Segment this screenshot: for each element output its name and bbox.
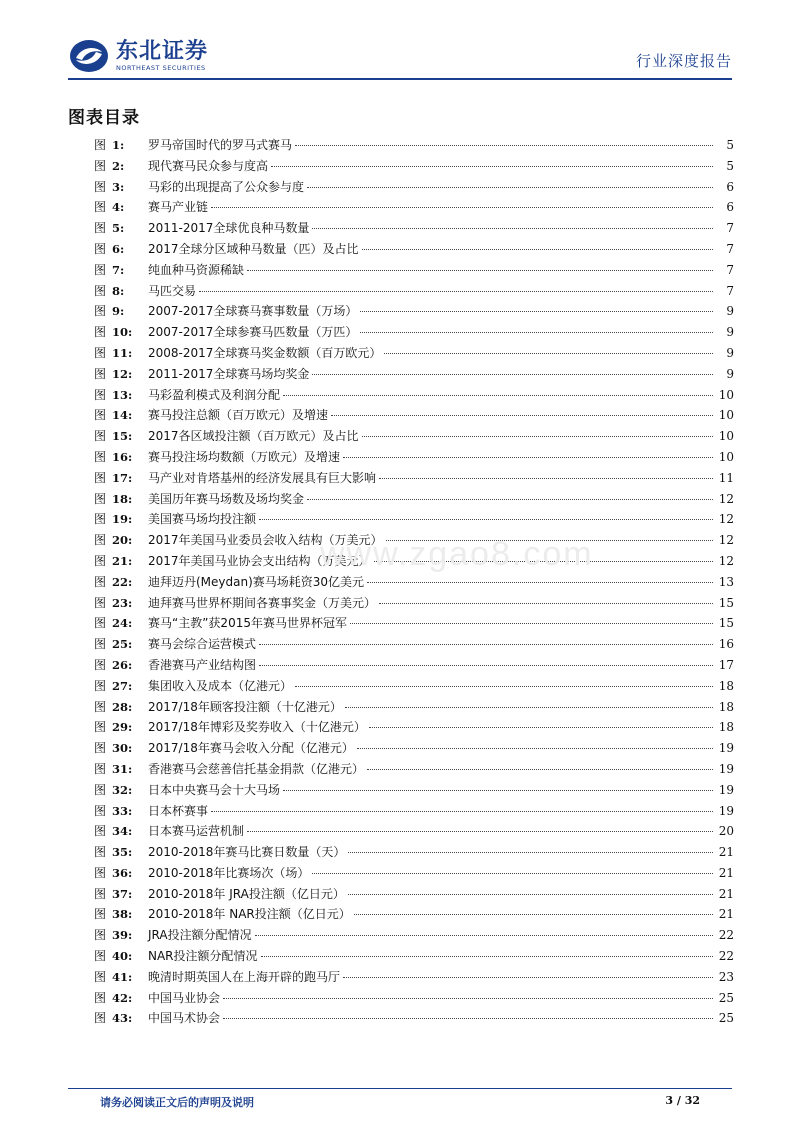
toc-leader-dots xyxy=(295,145,713,146)
toc-page-number: 25 xyxy=(718,990,734,1005)
toc-figure-title: 日本中央赛马会十大马场 xyxy=(148,782,281,797)
toc-figure-label: 图 xyxy=(94,969,107,984)
toc-page-number: 19 xyxy=(718,782,734,797)
toc-figure-label: 图 xyxy=(94,657,107,672)
toc-page-number: 10 xyxy=(718,449,734,464)
toc-figure-label: 图 xyxy=(94,616,107,631)
toc-figure-label: 图 xyxy=(94,824,107,839)
toc-entry[interactable] xyxy=(94,386,734,407)
toc-figure-title: 迪拜赛马世界杯期间各赛事奖金（万美元） xyxy=(148,595,377,610)
toc-figure-label: 图 xyxy=(94,158,107,173)
toc-entry[interactable] xyxy=(94,323,734,344)
toc-leader-dots xyxy=(367,582,713,583)
toc-figure-title: 2007-2017全球赛马赛事数量（万场） xyxy=(148,304,358,319)
toc-figure-label: 图 xyxy=(94,138,107,152)
toc-figure-label: 图 xyxy=(94,283,107,298)
toc-figure-number: 12: xyxy=(112,366,133,381)
toc-figure-title: 赛马投注场均数额（万欧元）及增速 xyxy=(148,449,341,464)
toc-leader-dots xyxy=(312,374,713,375)
toc-figure-title: 现代赛马民众参与度高 xyxy=(148,158,269,173)
toc-figure-label: 图 xyxy=(94,387,107,402)
toc-page-number: 17 xyxy=(718,657,734,672)
toc-leader-dots xyxy=(362,249,713,250)
toc-figure-label: 图 xyxy=(94,803,107,818)
toc-figure-number: 32: xyxy=(112,782,133,797)
toc-figure-title: 2010-2018年 NAR投注额（亿日元） xyxy=(148,907,351,922)
toc-figure-label: 图 xyxy=(94,200,107,215)
toc-figure-label: 图 xyxy=(94,886,107,901)
toc-entry[interactable] xyxy=(94,739,734,760)
toc-entry[interactable] xyxy=(94,926,734,947)
toc-entry[interactable] xyxy=(94,885,734,906)
toc-page-number: 21 xyxy=(718,886,734,901)
toc-figure-number: 33: xyxy=(112,803,133,818)
toc-figure-label: 图 xyxy=(94,699,107,714)
toc-figure-title: 2017/18年博彩及奖券收入（十亿港元） xyxy=(148,720,366,735)
toc-entry[interactable] xyxy=(94,240,734,261)
toc-leader-dots xyxy=(384,353,713,354)
toc-figure-number: 11: xyxy=(112,345,133,360)
toc-leader-dots xyxy=(199,291,713,292)
toc-leader-dots xyxy=(360,332,713,333)
toc-figure-title: 美国历年赛马场数及场均奖金 xyxy=(148,491,305,506)
toc-figure-title: 2017全球分区域种马数量（匹）及占比 xyxy=(148,241,359,256)
toc-leader-dots xyxy=(223,998,713,999)
toc-page-number: 19 xyxy=(718,741,734,756)
toc-figure-number: 6: xyxy=(112,241,125,256)
toc-page-number: 5 xyxy=(726,158,734,173)
toc-entry[interactable] xyxy=(94,781,734,802)
toc-figure-title: 香港赛马会慈善信托基金捐款（亿港元） xyxy=(148,761,365,776)
toc-figure-number: 19: xyxy=(112,512,133,527)
toc-figure-label: 图 xyxy=(94,262,107,277)
toc-page-number: 9 xyxy=(726,325,734,340)
toc-figure-title: 2017/18年顾客投注额（十亿港元） xyxy=(148,699,342,714)
toc-entry[interactable] xyxy=(94,947,734,968)
toc-page-number: 19 xyxy=(718,761,734,776)
toc-leader-dots xyxy=(348,894,713,895)
toc-leader-dots xyxy=(261,956,713,957)
toc-entry[interactable] xyxy=(94,157,734,178)
toc-figure-title: 日本赛马运营机制 xyxy=(148,824,245,839)
toc-figure-number: 23: xyxy=(112,595,133,610)
toc-figure-number: 31: xyxy=(112,761,133,776)
toc-figure-label: 图 xyxy=(94,928,107,943)
toc-page-number: 5 xyxy=(726,138,734,152)
toc-page-number: 20 xyxy=(718,824,734,839)
toc-page-number: 18 xyxy=(718,720,734,735)
toc-page-number: 23 xyxy=(718,969,734,984)
toc-figure-number: 16: xyxy=(112,449,133,464)
figure-toc-list xyxy=(94,136,734,1030)
toc-figure-number: 30: xyxy=(112,741,133,756)
logo-chinese-name: 东北证券 xyxy=(116,38,209,64)
toc-page-number: 21 xyxy=(718,845,734,860)
toc-figure-label: 图 xyxy=(94,595,107,610)
toc-entry[interactable] xyxy=(94,302,734,323)
toc-leader-dots xyxy=(307,499,713,500)
toc-figure-label: 图 xyxy=(94,761,107,776)
toc-entry[interactable] xyxy=(94,822,734,843)
toc-figure-title: 2010-2018年赛马比赛日数量（天） xyxy=(148,845,346,860)
toc-leader-dots xyxy=(343,457,713,458)
toc-page-number: 11 xyxy=(718,470,734,485)
toc-figure-label: 图 xyxy=(94,678,107,693)
toc-figure-label: 图 xyxy=(94,345,107,360)
toc-page-number: 7 xyxy=(726,241,734,256)
toc-figure-title: 赛马投注总额（百万欧元）及增速 xyxy=(148,408,329,423)
toc-figure-label: 图 xyxy=(94,241,107,256)
toc-page-number: 21 xyxy=(718,865,734,880)
toc-figure-title: 晚清时期英国人在上海开辟的跑马厅 xyxy=(148,969,341,984)
toc-entry[interactable] xyxy=(94,718,734,739)
toc-figure-title: 2007-2017全球参赛马匹数量（万匹） xyxy=(148,325,358,340)
toc-page-number: 6 xyxy=(726,200,734,215)
toc-page-number: 10 xyxy=(718,429,734,444)
toc-entry[interactable] xyxy=(94,968,734,989)
company-logo xyxy=(68,36,208,76)
toc-figure-number: 41: xyxy=(112,969,133,984)
toc-figure-number: 21: xyxy=(112,553,133,568)
toc-leader-dots xyxy=(307,187,713,188)
toc-page-number: 16 xyxy=(718,637,734,652)
toc-entry[interactable] xyxy=(94,490,734,511)
toc-figure-label: 图 xyxy=(94,366,107,381)
toc-leader-dots xyxy=(259,519,713,520)
toc-leader-dots xyxy=(362,436,713,437)
toc-leader-dots xyxy=(379,478,713,479)
toc-figure-title: 迪拜迈丹(Meydan)赛马场耗资30亿美元 xyxy=(148,574,365,589)
toc-figure-number: 39: xyxy=(112,928,133,943)
toc-leader-dots xyxy=(312,228,713,229)
toc-entry[interactable] xyxy=(94,989,734,1010)
toc-figure-title: 赛马会综合运营模式 xyxy=(148,637,257,652)
toc-figure-label: 图 xyxy=(94,637,107,652)
toc-page-number: 9 xyxy=(726,345,734,360)
toc-page-number: 6 xyxy=(726,179,734,194)
page-indicator: 3 / 32 xyxy=(665,1094,700,1107)
toc-page-number: 25 xyxy=(718,1011,734,1026)
toc-leader-dots xyxy=(345,707,713,708)
toc-leader-dots xyxy=(255,935,713,936)
toc-entry[interactable] xyxy=(94,594,734,615)
toc-figure-label: 图 xyxy=(94,949,107,964)
toc-figure-number: 37: xyxy=(112,886,133,901)
toc-figure-title: 赛马产业链 xyxy=(148,200,209,215)
header-divider xyxy=(68,78,732,80)
footer-disclaimer: 请务必阅读正文后的声明及说明 xyxy=(100,1096,254,1109)
toc-figure-title: NAR投注额分配情况 xyxy=(148,949,258,964)
toc-entry[interactable] xyxy=(94,448,734,469)
toc-figure-number: 18: xyxy=(112,491,133,506)
toc-figure-title: 日本杯赛事 xyxy=(148,803,209,818)
toc-leader-dots xyxy=(331,415,713,416)
toc-figure-label: 图 xyxy=(94,429,107,444)
toc-figure-number: 1: xyxy=(112,138,125,152)
toc-entry[interactable] xyxy=(94,1009,734,1030)
report-type-label: 行业深度报告 xyxy=(635,52,732,70)
toc-entry[interactable] xyxy=(94,760,734,781)
toc-page-number: 7 xyxy=(726,283,734,298)
toc-leader-dots xyxy=(223,1018,713,1019)
toc-figure-number: 36: xyxy=(112,865,133,880)
toc-page-number: 18 xyxy=(718,678,734,693)
toc-figure-number: 26: xyxy=(112,657,133,672)
toc-figure-label: 图 xyxy=(94,470,107,485)
toc-page-number: 22 xyxy=(718,949,734,964)
toc-leader-dots xyxy=(379,603,713,604)
toc-figure-title: 2010-2018年 JRA投注额（亿日元） xyxy=(148,886,345,901)
toc-figure-label: 图 xyxy=(94,512,107,527)
toc-page-number: 19 xyxy=(718,803,734,818)
toc-entry[interactable] xyxy=(94,573,734,594)
toc-figure-label: 图 xyxy=(94,990,107,1005)
logo-icon xyxy=(68,38,110,74)
toc-entry[interactable] xyxy=(94,656,734,677)
toc-entry[interactable] xyxy=(94,905,734,926)
toc-figure-number: 40: xyxy=(112,949,133,964)
watermark: www.zgao8.com xyxy=(320,535,594,573)
toc-figure-title: 2010-2018年比赛场次（场） xyxy=(148,865,310,880)
toc-figure-number: 17: xyxy=(112,470,133,485)
toc-figure-label: 图 xyxy=(94,574,107,589)
toc-figure-title: 2011-2017全球赛马场均奖金 xyxy=(148,366,310,381)
logo-english-name: NORTHEAST SECURITIES xyxy=(116,63,206,72)
toc-figure-label: 图 xyxy=(94,304,107,319)
toc-leader-dots xyxy=(211,811,713,812)
toc-figure-number: 29: xyxy=(112,720,133,735)
toc-leader-dots xyxy=(354,914,713,915)
toc-leader-dots xyxy=(283,395,713,396)
toc-figure-number: 20: xyxy=(112,533,133,548)
toc-figure-label: 图 xyxy=(94,179,107,194)
toc-page-number: 15 xyxy=(718,616,734,631)
toc-page-number: 10 xyxy=(718,387,734,402)
toc-entry[interactable] xyxy=(94,261,734,282)
toc-figure-title: 2017年美国马业协会支出结构（万美元） xyxy=(148,553,371,568)
toc-figure-title: 纯血种马资源稀缺 xyxy=(148,262,245,277)
footer-divider xyxy=(68,1088,732,1089)
toc-figure-title: 赛马“主教”获2015年赛马世界杯冠军 xyxy=(148,616,347,631)
toc-figure-title: 中国马术协会 xyxy=(148,1011,221,1026)
toc-entry[interactable] xyxy=(94,406,734,427)
toc-entry[interactable] xyxy=(94,427,734,448)
toc-figure-title: 马彩的出现提高了公众参与度 xyxy=(148,179,305,194)
page-header xyxy=(68,36,732,76)
toc-leader-dots xyxy=(348,852,713,853)
toc-entry[interactable] xyxy=(94,136,734,157)
toc-figure-number: 25: xyxy=(112,637,133,652)
toc-figure-number: 42: xyxy=(112,990,133,1005)
toc-leader-dots xyxy=(357,748,713,749)
toc-figure-label: 图 xyxy=(94,907,107,922)
toc-leader-dots xyxy=(367,769,713,770)
toc-leader-dots xyxy=(312,873,713,874)
toc-title: 图表目录 xyxy=(68,108,140,128)
toc-figure-label: 图 xyxy=(94,741,107,756)
toc-page-number: 12 xyxy=(718,512,734,527)
toc-entry[interactable] xyxy=(94,635,734,656)
toc-figure-title: 2017/18年赛马会收入分配（亿港元） xyxy=(148,741,354,756)
toc-figure-number: 15: xyxy=(112,429,133,444)
toc-figure-number: 28: xyxy=(112,699,133,714)
toc-figure-title: 香港赛马产业结构图 xyxy=(148,657,257,672)
toc-page-number: 22 xyxy=(718,928,734,943)
toc-figure-number: 43: xyxy=(112,1011,133,1026)
toc-figure-label: 图 xyxy=(94,865,107,880)
toc-page-number: 9 xyxy=(726,366,734,381)
toc-figure-number: 4: xyxy=(112,200,125,215)
toc-figure-title: 马彩盈利模式及利润分配 xyxy=(148,387,281,402)
toc-page-number: 18 xyxy=(718,699,734,714)
toc-entry[interactable] xyxy=(94,469,734,490)
toc-figure-title: 中国马业协会 xyxy=(148,990,221,1005)
toc-figure-number: 13: xyxy=(112,387,133,402)
toc-figure-label: 图 xyxy=(94,449,107,464)
toc-page-number: 9 xyxy=(726,304,734,319)
toc-figure-title: 集团收入及成本（亿港元） xyxy=(148,678,293,693)
toc-entry[interactable] xyxy=(94,677,734,698)
toc-entry[interactable] xyxy=(94,344,734,365)
toc-entry[interactable] xyxy=(94,614,734,635)
toc-figure-number: 35: xyxy=(112,845,133,860)
toc-figure-number: 10: xyxy=(112,325,133,340)
toc-figure-label: 图 xyxy=(94,845,107,860)
toc-figure-label: 图 xyxy=(94,782,107,797)
toc-figure-number: 14: xyxy=(112,408,133,423)
toc-figure-title: 罗马帝国时代的罗马式赛马 xyxy=(148,138,293,152)
toc-leader-dots xyxy=(247,270,713,271)
toc-entry[interactable] xyxy=(94,843,734,864)
toc-leader-dots xyxy=(211,207,713,208)
toc-figure-title: 美国赛马场均投注额 xyxy=(148,512,257,527)
toc-figure-label: 图 xyxy=(94,533,107,548)
toc-figure-number: 7: xyxy=(112,262,125,277)
toc-page-number: 12 xyxy=(718,553,734,568)
toc-figure-title: JRA投注额分配情况 xyxy=(148,928,252,943)
toc-entry[interactable] xyxy=(94,864,734,885)
toc-entry[interactable] xyxy=(94,219,734,240)
toc-figure-label: 图 xyxy=(94,553,107,568)
toc-figure-title: 马匹交易 xyxy=(148,283,197,298)
toc-figure-number: 27: xyxy=(112,678,133,693)
toc-figure-label: 图 xyxy=(94,491,107,506)
toc-page-number: 15 xyxy=(718,595,734,610)
toc-leader-dots xyxy=(259,644,713,645)
toc-figure-title: 2008-2017全球赛马奖金数额（百万欧元） xyxy=(148,345,382,360)
toc-figure-number: 9: xyxy=(112,304,125,319)
toc-figure-number: 34: xyxy=(112,824,133,839)
toc-page-number: 7 xyxy=(726,262,734,277)
toc-figure-number: 2: xyxy=(112,158,125,173)
toc-leader-dots xyxy=(360,311,713,312)
toc-page-number: 21 xyxy=(718,907,734,922)
toc-entry[interactable] xyxy=(94,282,734,303)
toc-leader-dots xyxy=(350,623,713,624)
toc-page-number: 10 xyxy=(718,408,734,423)
toc-figure-label: 图 xyxy=(94,408,107,423)
toc-figure-label: 图 xyxy=(94,1011,107,1026)
toc-figure-title: 2011-2017全球优良种马数量 xyxy=(148,221,310,236)
toc-figure-number: 38: xyxy=(112,907,133,922)
toc-figure-title: 马产业对肯塔基州的经济发展具有巨大影响 xyxy=(148,470,377,485)
toc-leader-dots xyxy=(295,686,713,687)
toc-figure-number: 22: xyxy=(112,574,133,589)
toc-leader-dots xyxy=(271,166,713,167)
toc-figure-number: 3: xyxy=(112,179,125,194)
toc-figure-number: 8: xyxy=(112,283,125,298)
toc-entry[interactable] xyxy=(94,510,734,531)
toc-figure-title: 2017年美国马业委员会收入结构（万美元） xyxy=(148,533,383,548)
toc-entry[interactable] xyxy=(94,802,734,823)
toc-figure-number: 24: xyxy=(112,616,133,631)
toc-page-number: 13 xyxy=(718,574,734,589)
toc-page-number: 12 xyxy=(718,491,734,506)
toc-leader-dots xyxy=(247,831,713,832)
toc-entry[interactable] xyxy=(94,698,734,719)
toc-page-number: 7 xyxy=(726,221,734,236)
toc-figure-label: 图 xyxy=(94,720,107,735)
toc-leader-dots xyxy=(369,727,713,728)
toc-entry[interactable] xyxy=(94,178,734,199)
toc-figure-number: 5: xyxy=(112,221,125,236)
toc-figure-title: 2017各区域投注额（百万欧元）及占比 xyxy=(148,429,359,444)
toc-figure-label: 图 xyxy=(94,325,107,340)
toc-leader-dots xyxy=(343,977,713,978)
toc-entry[interactable] xyxy=(94,365,734,386)
toc-entry[interactable] xyxy=(94,198,734,219)
toc-page-number: 12 xyxy=(718,533,734,548)
toc-figure-label: 图 xyxy=(94,221,107,236)
toc-leader-dots xyxy=(283,790,713,791)
toc-leader-dots xyxy=(259,665,713,666)
